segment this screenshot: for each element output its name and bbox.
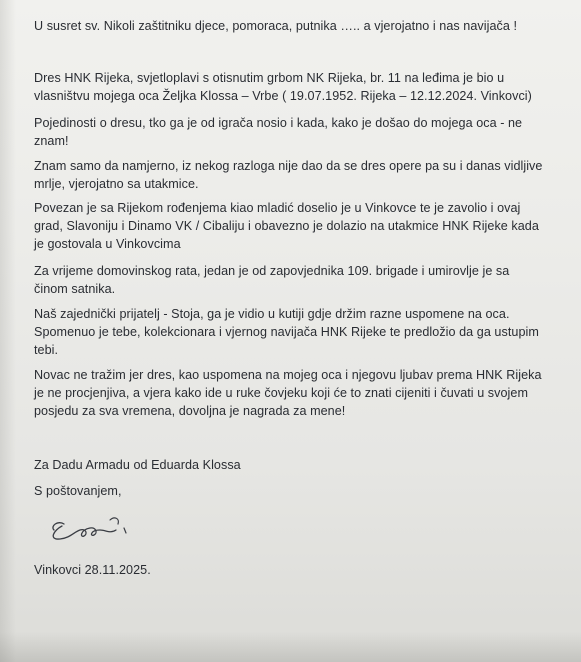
paragraph-7-line-3: posjedu za sva vremena, dovoljna je nagrada za mene! bbox=[34, 404, 346, 418]
paragraph-7-line-2: je ne procjenjiva, a vjera kako ide u ruke čovjeku koji će to znati cijeniti i čuvati u svojem bbox=[34, 386, 528, 400]
page-shadow-left bbox=[0, 0, 16, 662]
paragraph-4-line-3: je gostovala u Vinkovcima bbox=[34, 237, 181, 251]
paragraph-3-line-2: mrlje, vjerojatno sa utakmice. bbox=[34, 177, 199, 191]
place-date-line: Vinkovci 28.11.2025. bbox=[34, 563, 151, 577]
paragraph-5-line-1: Za vrijeme domovinskog rata, jedan je od zapovjednika 109. brigade i umirovlje je sa bbox=[34, 264, 510, 278]
paragraph-5-line-2: činom satnika. bbox=[34, 282, 116, 296]
paragraph-6-line-2: Spomenuo je tebe, kolekcionara i vjernog navijača HNK Rijeke te predložio da ga ustupim bbox=[34, 325, 539, 339]
closing-line: S poštovanjem, bbox=[34, 484, 122, 498]
page-shadow-bottom bbox=[0, 632, 581, 662]
paragraph-2-line-2: znam! bbox=[34, 134, 69, 148]
paragraph-3-line-1: Znam samo da namjerno, iz nekog razloga nije dao da se dres opere pa su i danas vidljive bbox=[34, 159, 543, 173]
paragraph-2-line-1: Pojedinosti o dresu, tko ga je od igrača nosio i kada, kako je došao do mojega oca - ne bbox=[34, 116, 523, 130]
paragraph-6-line-1: Naš zajednički prijatelj - Stoja, ga je vidio u kutiji gdje držim razne uspomene na oca. bbox=[34, 307, 510, 321]
paragraph-7-line-1: Novac ne tražim jer dres, kao uspomena na mojeg oca i njegovu ljubav prema HNK Rijeka bbox=[34, 368, 542, 382]
dedication-line: Za Dadu Armadu od Eduarda Klossa bbox=[34, 458, 241, 472]
header-line: U susret sv. Nikoli zaštitniku djece, pomoraca, putnika ….. a vjerojatno i nas navijača ! bbox=[34, 19, 517, 33]
paragraph-1-line-2: vlasništvu mojega oca Željka Klossa – Vrbe ( 19.07.1952. Rijeka – 12.12.2024. Vinkovci) bbox=[34, 89, 532, 103]
paragraph-4-line-2: grad, Slavoniju i Dinamo VK / Cibaliju i obavezno je dolazio na utakmice HNK Rijeke kada bbox=[34, 219, 539, 233]
paragraph-4-line-1: Povezan je sa Rijekom rođenjema kiao mladić doselio je u Vinkovce te je zavolio i ovaj bbox=[34, 201, 521, 215]
handwritten-signature-icon bbox=[40, 506, 140, 548]
paragraph-1-line-1: Dres HNK Rijeka, svjetloplavi s otisnutim grbom NK Rijeka, br. 11 na leđima je bio u bbox=[34, 71, 505, 85]
paragraph-6-line-3: tebi. bbox=[34, 343, 59, 357]
